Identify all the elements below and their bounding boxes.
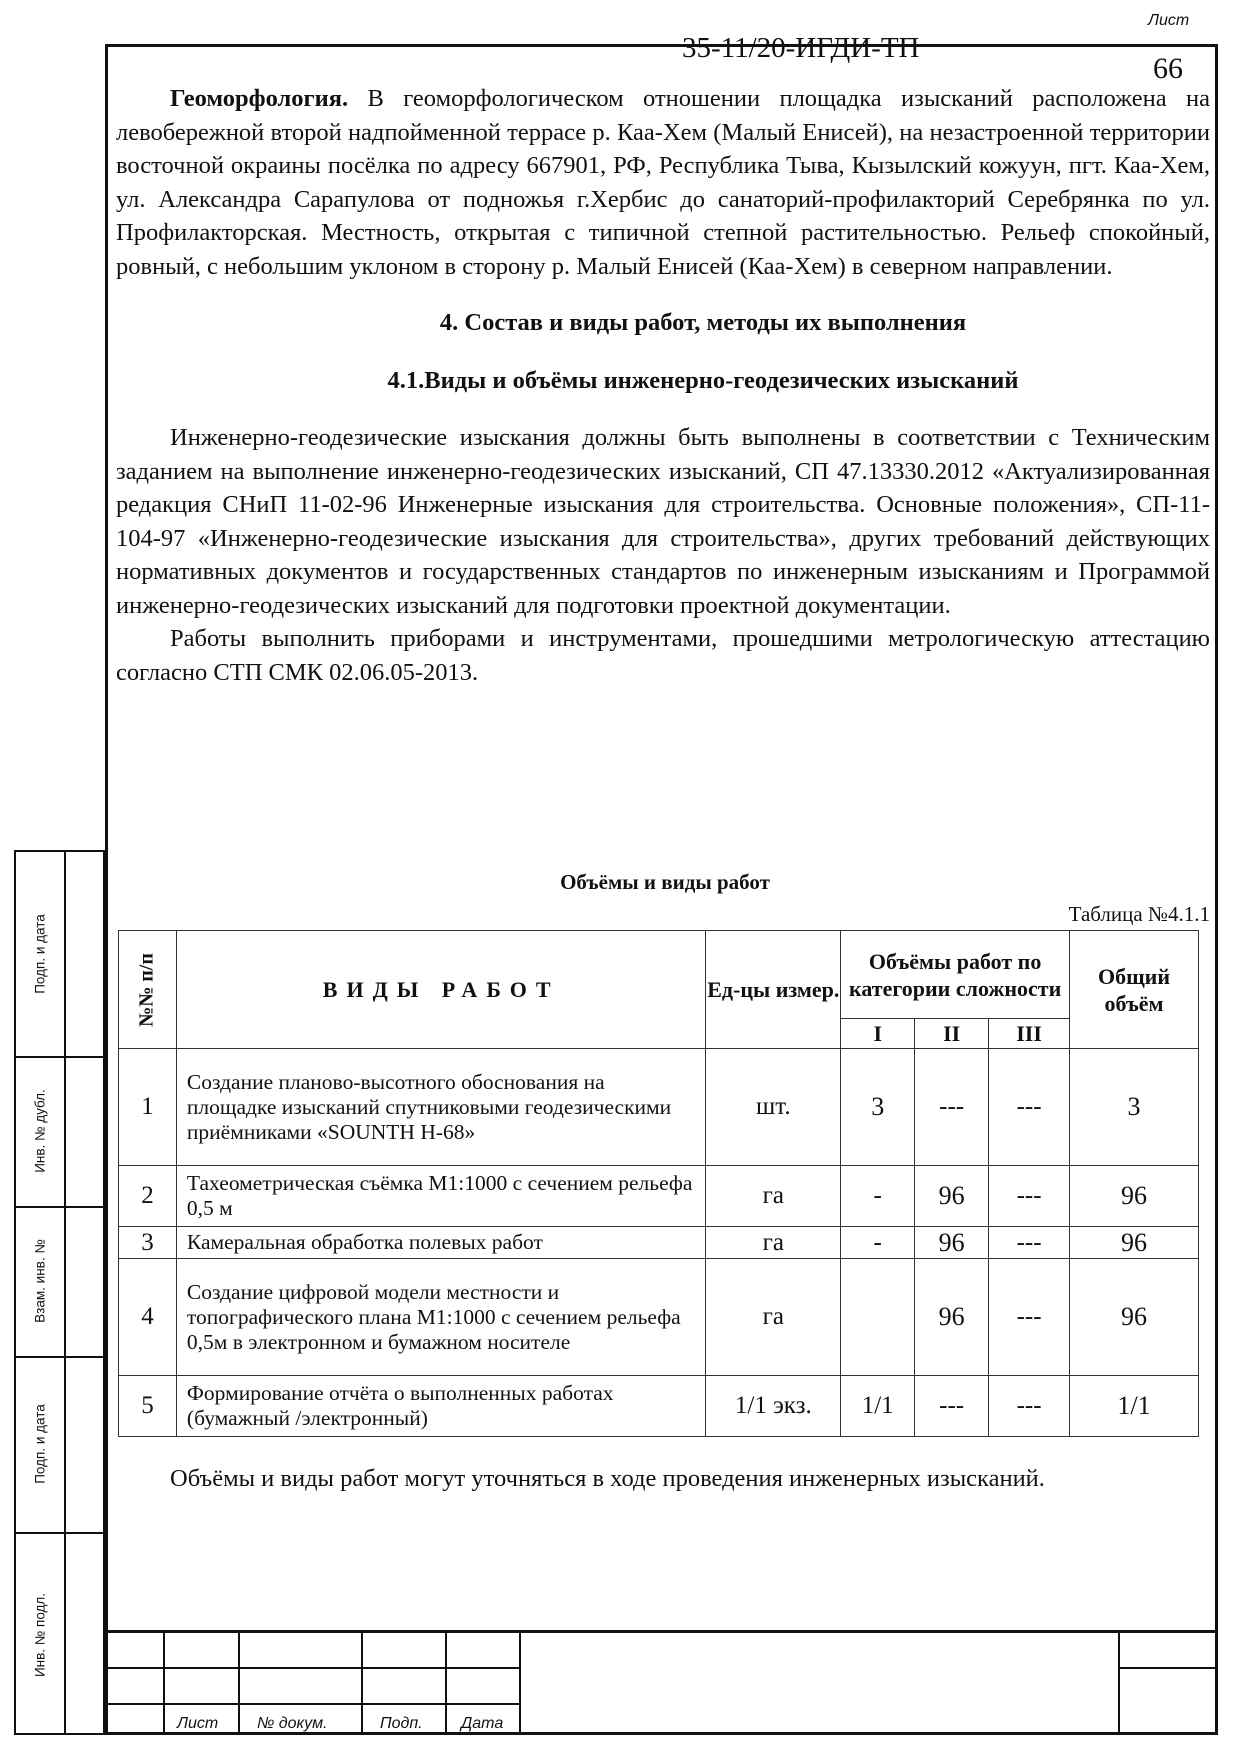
row-cat-3: ---: [989, 1259, 1070, 1376]
row-cat-2: ---: [915, 1376, 989, 1437]
subsection-heading: 4.1.Виды и объёмы инженерно-геодезических изысканий: [387, 367, 1019, 394]
header-total: Общий объём: [1070, 931, 1199, 1049]
side-label-dup-inv: Инв. № дубл.: [32, 1089, 48, 1173]
row-cat-3: ---: [989, 1049, 1070, 1166]
row-unit: га: [706, 1166, 841, 1227]
side-label-orig-inv: Инв. № подл.: [32, 1592, 48, 1677]
row-desc: Тахеометрическая съёмка М1:1000 с сечением рельефа 0,5 м: [176, 1166, 705, 1227]
main-content: [116, 82, 1210, 689]
row-cat-1: -: [841, 1166, 915, 1227]
row-unit: шт.: [706, 1049, 841, 1166]
row-total: 96: [1070, 1259, 1199, 1376]
row-cat-2: 96: [915, 1259, 989, 1376]
side-label-sign-date-2: Подп. и дата: [32, 1404, 48, 1484]
row-num: 1: [119, 1049, 177, 1166]
row-total: 96: [1070, 1227, 1199, 1259]
section-heading: 4. Состав и виды работ, методы их выполнения: [439, 309, 967, 336]
header-cat-2: II: [915, 1019, 989, 1049]
row-cat-3: ---: [989, 1376, 1070, 1437]
sheet-number: 66: [1153, 52, 1183, 85]
header-cat-3: III: [989, 1019, 1070, 1049]
table-row: [119, 1166, 1199, 1227]
row-cat-1: 3: [841, 1049, 915, 1166]
row-unit: 1/1 экз.: [706, 1376, 841, 1437]
title-block: [105, 1630, 1218, 1735]
row-unit: га: [706, 1259, 841, 1376]
intro-bold-lead: Геоморфология.: [170, 85, 349, 112]
row-desc: Создание планово-высотного обоснования на площадке изысканий спутниковыми геодезическими приёмниками «SOUNTH H-68»: [176, 1049, 705, 1166]
row-total: 3: [1070, 1049, 1199, 1166]
row-desc: Формирование отчёта о выполненных работах (бумажный /электронный): [176, 1376, 705, 1437]
row-total: 96: [1070, 1166, 1199, 1227]
final-paragraph: Объёмы и виды работ могут уточняться в ходе проведения инженерных изысканий.: [170, 1465, 1045, 1492]
sheet-label: Лист: [1148, 12, 1190, 29]
table-number: Таблица №4.1.1: [1068, 902, 1210, 926]
row-cat-3: ---: [989, 1166, 1070, 1227]
header-unit: Ед-цы измер.: [706, 931, 841, 1049]
header-works: ВИДЫ РАБОТ: [176, 931, 705, 1049]
paragraph-instruments: Работы выполнить приборами и инструментами, прошедшими метрологическую аттестацию согласно СТП СМК 02.06.05-2013.: [116, 625, 1210, 686]
row-cat-1: 1/1: [841, 1376, 915, 1437]
row-num: 3: [119, 1227, 177, 1259]
stamp-label-date: Дата: [461, 1715, 504, 1732]
row-cat-1: [841, 1259, 915, 1376]
table-title: Объёмы и виды работ: [560, 870, 770, 894]
side-label-replace-inv: Взам. инв. №: [32, 1239, 48, 1323]
table-row: [119, 1259, 1199, 1376]
row-cat-2: 96: [915, 1166, 989, 1227]
row-cat-3: ---: [989, 1227, 1070, 1259]
row-num: 5: [119, 1376, 177, 1437]
side-label-sign-date: Подп. и дата: [32, 914, 48, 994]
row-cat-2: ---: [915, 1049, 989, 1166]
stamp-label-doc-no: № докум.: [257, 1715, 328, 1732]
side-stamp: [14, 850, 105, 1735]
header-cat-1: I: [841, 1019, 915, 1049]
row-unit: га: [706, 1227, 841, 1259]
row-total: 1/1: [1070, 1376, 1199, 1437]
stamp-label-sign: Подп.: [380, 1715, 423, 1732]
header-volumes: Объёмы работ по категории сложности: [841, 931, 1070, 1019]
paragraph-requirements: Инженерно-геодезические изыскания должны быть выполнены в соответствии с Техническим заданием на выполнение инженерно-геодезических изысканий, СП 47.13330.2012 «Актуализированная редакция СНиП 11-02-96 Инженерные изыскания для строительства. Основные положения», СП-11-104-97 «Инженерно-геодезические изыскания для строительства», других требований действующих нормативных документов и государственных стандартов по инженерным изысканиям и Программой инженерно-геодезических изысканий для подготовки проектной документации.: [116, 424, 1210, 619]
works-table: [118, 930, 1199, 1437]
row-cat-2: 96: [915, 1227, 989, 1259]
row-desc: Создание цифровой модели местности и топографического плана М1:1000 с сечением рельефа 0,5м в электронном и бумажном носителе: [176, 1259, 705, 1376]
table-row: [119, 1049, 1199, 1166]
document-code: 35-11/20-ИГДИ-ТП: [682, 32, 920, 64]
row-cat-1: -: [841, 1227, 915, 1259]
header-num: №№ п/п: [119, 931, 177, 1049]
row-num: 2: [119, 1166, 177, 1227]
intro-text: В геоморфологическом отношении площадка изысканий расположена на левобережной второй надпойменной террасе р. Каа-Хем (Малый Енисей), на незастроенной территории восточной окраины посёлка по адресу 667901, РФ, Республика Тыва, Кызылский кожуун, пгт. Каа-Хем, ул. Александра Сарапулова от подножья г.Хербис до санаторий-профилакторий Серебрянка по ул. Профилакторская. Местность, открытая с типичной степной растительностью. Рельеф спокойный, ровный, с небольшим уклоном в сторону р. Малый Енисей (Каа-Хем) в северном направлении.: [116, 85, 1210, 280]
table-row: [119, 1376, 1199, 1437]
stamp-label-sheet: Лист: [177, 1715, 219, 1732]
table-row: [119, 1227, 1199, 1259]
intro-paragraph: [116, 82, 1210, 283]
row-desc: Камеральная обработка полевых работ: [176, 1227, 705, 1259]
row-num: 4: [119, 1259, 177, 1376]
